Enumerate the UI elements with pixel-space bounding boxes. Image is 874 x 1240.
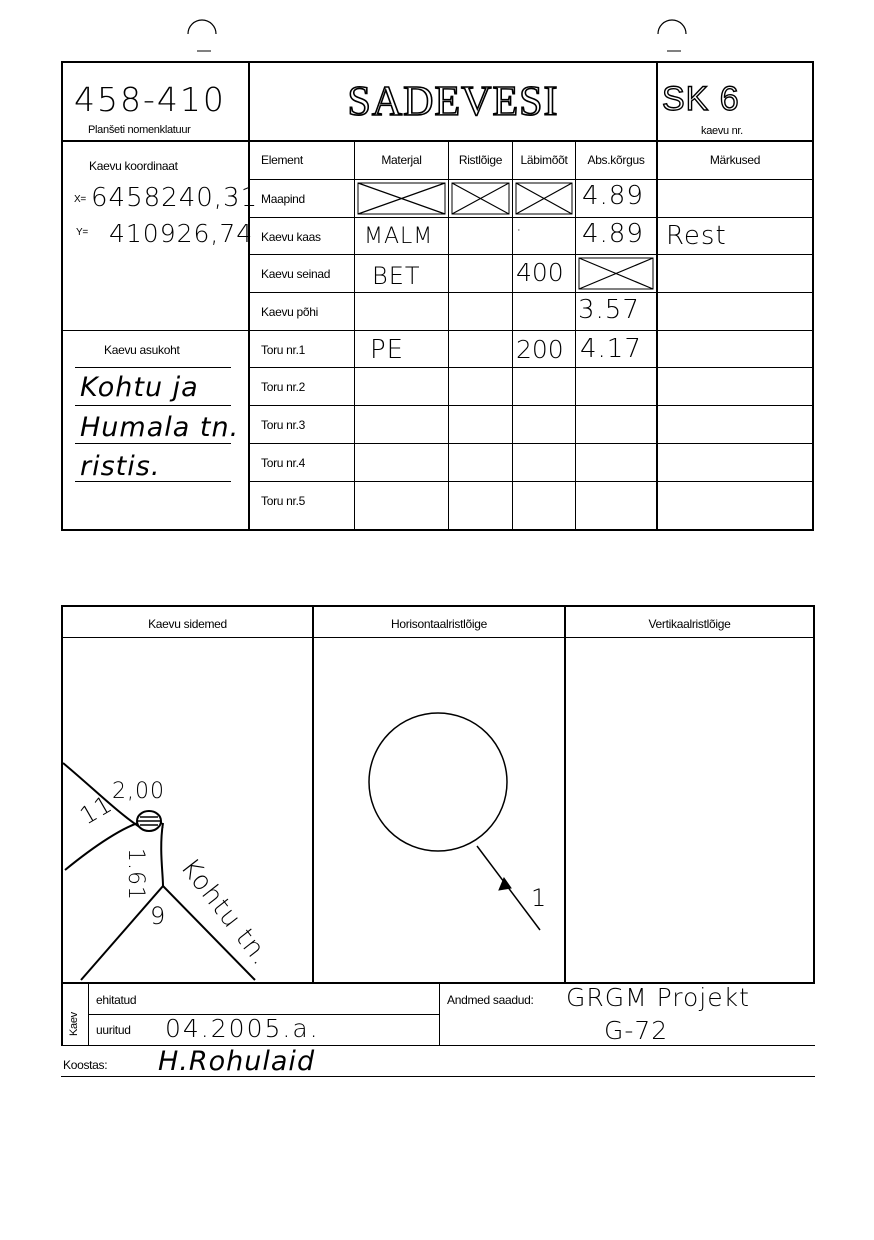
y-prefix: Y= — [76, 227, 88, 238]
y-coordinate-value: 410926,74 — [109, 219, 254, 248]
cell-crossed-out — [355, 180, 448, 217]
nomenclature-label: Planšeti nomenklatuur — [88, 124, 191, 136]
ties-bottom-mark: 9 — [150, 902, 167, 930]
row-element-2: Kaevu kaas — [261, 230, 321, 244]
row-diameter-5: 200 — [516, 335, 564, 364]
row-element-8: Toru nr.4 — [261, 456, 305, 470]
row-remarks-2: Rest — [666, 221, 727, 251]
well-number-value: SK 6 — [662, 80, 740, 118]
well-side-label: Kaev — [68, 1012, 80, 1036]
vertical-section-label: Vertikaalristlõige — [648, 617, 731, 631]
ties-street-label: Kohtu tn. — [174, 853, 277, 972]
data-source-label: Andmed saadud: — [447, 993, 534, 1007]
form-title: SADEVESI — [347, 79, 559, 125]
coordinates-label: Kaevu koordinaat — [89, 159, 178, 173]
row-element-9: Toru nr.5 — [261, 494, 305, 508]
row-abs-height-1: 4.89 — [582, 181, 644, 211]
horizontal-section-label: Horisontaalristlõige — [390, 617, 488, 631]
surveyed-value: 04.2005.a. — [165, 1014, 320, 1043]
ties-dist-right: 1.61 — [123, 848, 148, 901]
built-label: ehitatud — [96, 993, 137, 1007]
cell-crossed-out — [513, 180, 575, 217]
row-material-3: BET — [372, 262, 421, 290]
col-header-cross-section: Ristlõige — [458, 153, 503, 167]
cell-crossed-out — [576, 255, 656, 292]
row-element-5: Toru nr.1 — [261, 343, 305, 357]
row-element-3: Kaevu seinad — [261, 267, 331, 281]
location-line-3: ristis. — [80, 451, 161, 482]
x-coordinate-value: 6458240,31 — [91, 183, 259, 213]
x-prefix: X= — [74, 194, 86, 205]
author-label: Koostas: — [63, 1058, 108, 1072]
location-line-1: Kohtu ja — [80, 372, 199, 403]
location-label: Kaevu asukoht — [104, 343, 180, 357]
row-material-2: MALM — [364, 224, 434, 249]
row-element-7: Toru nr.3 — [261, 418, 305, 432]
row-element-6: Toru nr.2 — [261, 380, 305, 394]
row-abs-height-2: 4.89 — [582, 219, 644, 249]
col-header-remarks: Märkused — [709, 153, 761, 167]
col-header-element: Element — [261, 153, 303, 167]
well-number-label: kaevu nr. — [701, 125, 743, 137]
data-source-line-1: GRGM Projekt — [566, 983, 750, 1012]
col-header-material: Materjal — [381, 153, 422, 167]
row-diameter-2: · — [516, 220, 523, 241]
ties-dist-top: 2,00 — [112, 779, 165, 804]
row-element-4: Kaevu põhi — [261, 305, 319, 319]
data-source-line-2: G-72 — [604, 1016, 669, 1045]
row-abs-height-4: 3.57 — [578, 295, 640, 325]
location-line-2: Humala tn. — [80, 412, 240, 443]
row-diameter-3: 400 — [516, 258, 564, 287]
col-header-diameter: Läbimõõt — [520, 153, 568, 167]
binder-hole-left — [185, 18, 225, 58]
row-element-1: Maapind — [261, 192, 305, 206]
ties-left-mark: 11 — [75, 789, 118, 831]
ties-label: Kaevu sidemed — [148, 617, 227, 631]
col-header-abs-height: Abs.kõrgus — [587, 153, 645, 167]
author-value: H.Rohulaid — [158, 1046, 316, 1077]
horizontal-section-drawing — [314, 638, 564, 982]
row-material-5: PE — [370, 335, 405, 365]
cell-crossed-out — [449, 180, 512, 217]
manhole-icon — [134, 808, 164, 834]
pipe-number-label: 1 — [531, 884, 548, 912]
surveyed-label: uuritud — [96, 1023, 131, 1037]
binder-hole-right — [655, 18, 695, 58]
row-abs-height-5: 4.17 — [580, 334, 642, 364]
nomenclature-value: 458-410 — [74, 80, 226, 119]
